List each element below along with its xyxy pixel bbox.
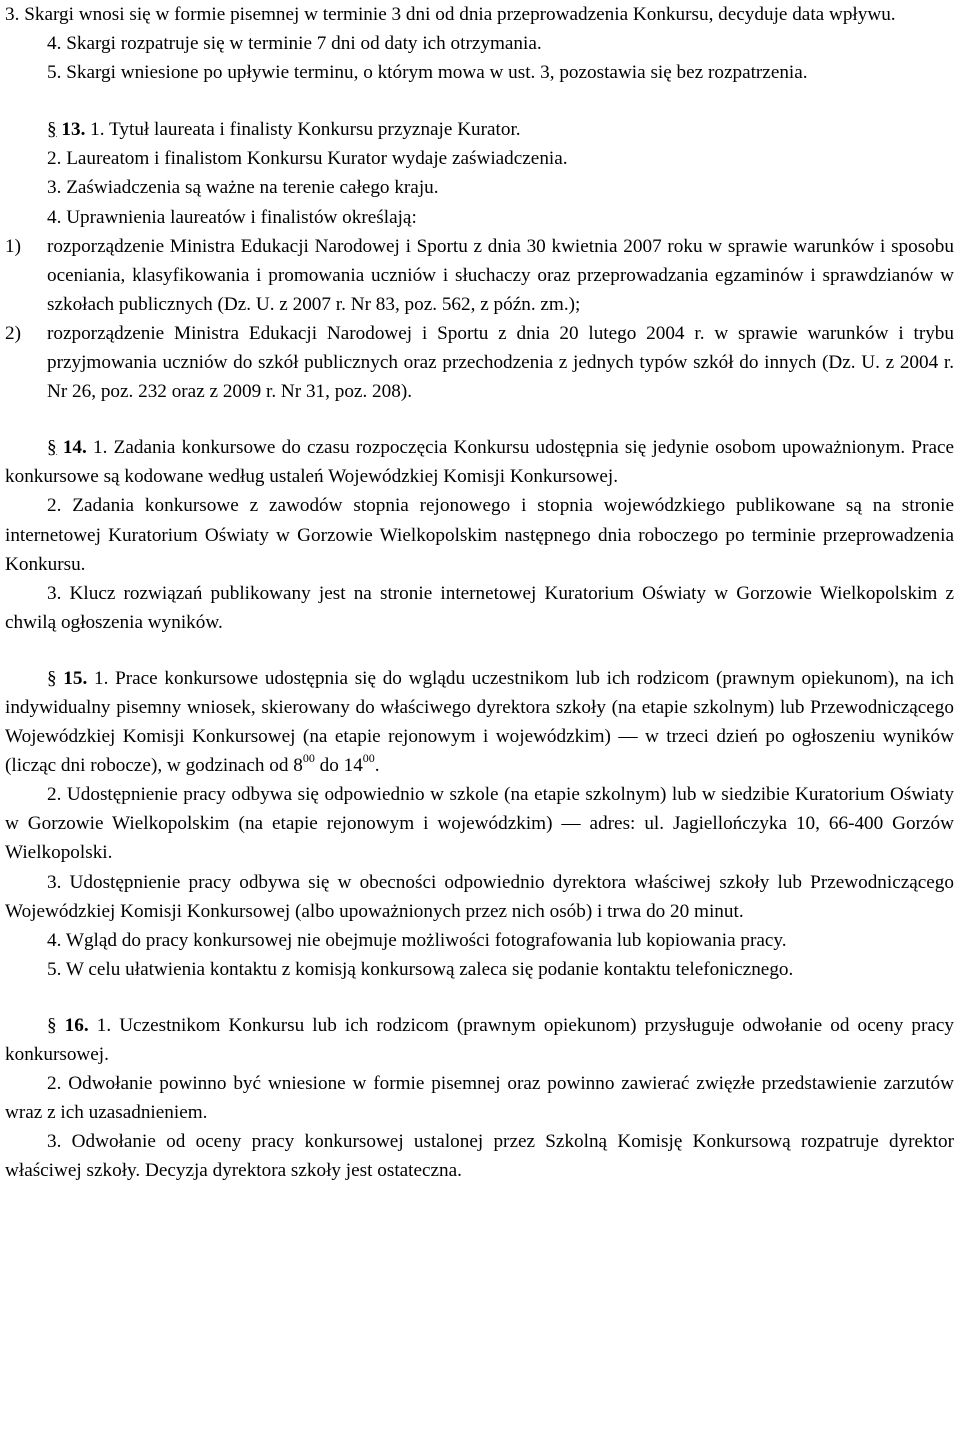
section-sign: § bbox=[47, 1014, 57, 1036]
section-sign: § bbox=[47, 437, 57, 459]
section-sign: § bbox=[47, 119, 57, 141]
section-number: 13. bbox=[61, 119, 86, 141]
list-item-text: rozporządzenie Ministra Edukacji Narodowej i Sportu z dnia 20 lutego 2004 r. w sprawie warunków i trybu przyjmowania uczniów do szkół publicznych oraz przechodzenia z jednych typów szkół do innych (Dz. U. z 2004 r. Nr 26, poz. 232 oraz z 2009 r. Nr 31, poz. 208). bbox=[47, 322, 954, 403]
section-16-paragraph-1 bbox=[5, 1011, 954, 1069]
section-13-paragraph-2: 2. Laureatom i finalistom Konkursu Kurator wydaje zaświadczenia. bbox=[47, 148, 568, 170]
section-number: 15. bbox=[63, 667, 88, 689]
section-14-paragraph-2: 2. Zadania konkursowe z zawodów stopnia rejonowego i stopnia wojewódzkiego publikowane są na stronie internetowej Kuratorium Oświaty w Gorzowie Wielkopolskim następnego dnia roboczego po terminie przeprowadzenia Konkursu. bbox=[5, 495, 954, 575]
list-item bbox=[5, 319, 954, 406]
section-15-text-1b: do 14 bbox=[314, 755, 363, 777]
section-13-paragraph-3: 3. Zaświadczenia są ważne na terenie całego kraju. bbox=[47, 177, 439, 199]
section-15-text-1a: 1. Prace konkursowe udostępnia się do wglądu uczestnikom lub ich rodzicom (prawnym opiekunom), na ich indywidualny pisemny wniosek, skierowany do właściwego dyrektora szkoły (na etapie szkolnym) lub Przewodniczącego Wojewódzkiej Komisji Konkursowej (na etapie rejonowym i wojewódzkim) — w trzeci dzień po ogłoszeniu wyników (licząc dni robocze), w godzinach od 8 bbox=[5, 667, 954, 777]
section-15-text-1c: . bbox=[374, 755, 380, 777]
section-16-paragraph-2: 2. Odwołanie powinno być wniesione w formie pisemnej oraz powinno zawierać zwięzłe przedstawienie zarzutów wraz z ich uzasadnieniem. bbox=[5, 1073, 954, 1124]
section-15-paragraph-5: 5. W celu ułatwienia kontaktu z komisją konkursową zaleca się podanie kontaktu telefonicznego. bbox=[47, 958, 794, 980]
section-16-paragraph-3: 3. Odwołanie od oceny pracy konkursowej ustalonej przez Szkolną Komisję Konkursową rozpatruje dyrektor właściwej szkoły. Decyzja dyrektora szkoły jest ostateczna. bbox=[5, 1131, 954, 1182]
section-15-paragraph-4: 4. Wgląd do pracy konkursowej nie obejmuje możliwości fotografowania lub kopiowania pracy. bbox=[47, 929, 787, 951]
superscript: 00 bbox=[362, 750, 375, 765]
section-14-paragraph-1 bbox=[5, 433, 954, 491]
section-13-paragraph-4: 4. Uprawnienia laureatów i finalistów określają: bbox=[47, 206, 417, 228]
paragraph-3: 3. Skargi wnosi się w formie pisemnej w terminie 3 dni od dnia przeprowadzenia Konkursu, decyduje data wpływu. bbox=[5, 4, 896, 25]
paragraph-4: 4. Skargi rozpatruje się w terminie 7 dni od daty ich otrzymania. bbox=[47, 33, 542, 55]
section-13-text-1: 1. Tytuł laureata i finalisty Konkursu przyznaje Kurator. bbox=[90, 119, 521, 141]
section-number: 16. bbox=[64, 1014, 89, 1036]
section-14-paragraph-3: 3. Klucz rozwiązań publikowany jest na stronie internetowej Kuratorium Oświaty w Gorzowie Wielkopolskim z chwilą ogłoszenia wyników. bbox=[5, 582, 954, 633]
list-item-label: 2) bbox=[5, 322, 21, 344]
list-item-label: 1) bbox=[5, 235, 21, 257]
section-15-paragraph-3: 3. Udostępnienie pracy odbywa się w obecności odpowiednio dyrektora właściwej szkoły lub Przewodniczącego Wojewódzkiej Komisji Konkursowej (albo upoważnionych przez nich osób) i trwa do 20 minut. bbox=[5, 871, 954, 922]
section-number: 14. bbox=[62, 437, 87, 459]
section-13-paragraph-1 bbox=[5, 115, 954, 144]
section-15-paragraph-1 bbox=[5, 664, 954, 780]
list-item bbox=[5, 232, 954, 319]
section-14-text-1: 1. Zadania konkursowe do czasu rozpoczęcia Konkursu udostępnia się jedynie osobom upoważnionym. Prace konkursowe są kodowane według ustaleń Wojewódzkiej Komisji Konkursowej. bbox=[5, 437, 955, 488]
section-15-paragraph-2: 2. Udostępnienie pracy odbywa się odpowiednio w szkole (na etapie szkolnym) lub w siedzibie Kuratorium Oświaty w Gorzowie Wielkopolskim (na etapie rejonowym i wojewódzkim) — adres: ul. Jagiellończyka 10, 66-400 Gorzów Wielkopolski. bbox=[5, 784, 954, 864]
paragraph-5: 5. Skargi wniesione po upływie terminu, o którym mowa w ust. 3, pozostawia się bez rozpatrzenia. bbox=[47, 62, 808, 84]
section-16-text-1: 1. Uczestnikom Konkursu lub ich rodzicom (prawnym opiekunom) przysługuje odwołanie od oceny pracy konkursowej. bbox=[5, 1014, 955, 1065]
list-item-text: rozporządzenie Ministra Edukacji Narodowej i Sportu z dnia 30 kwietnia 2007 roku w sprawie warunków i sposobu oceniania, klasyfikowania i promowania uczniów i słuchaczy oraz przeprowadzania egzaminów i sprawdzianów w szkołach publicznych (Dz. U. z 2007 r. Nr 83, poz. 562, z późn. zm.); bbox=[47, 235, 954, 315]
section-sign: § bbox=[47, 667, 57, 689]
superscript: 00 bbox=[302, 750, 315, 765]
